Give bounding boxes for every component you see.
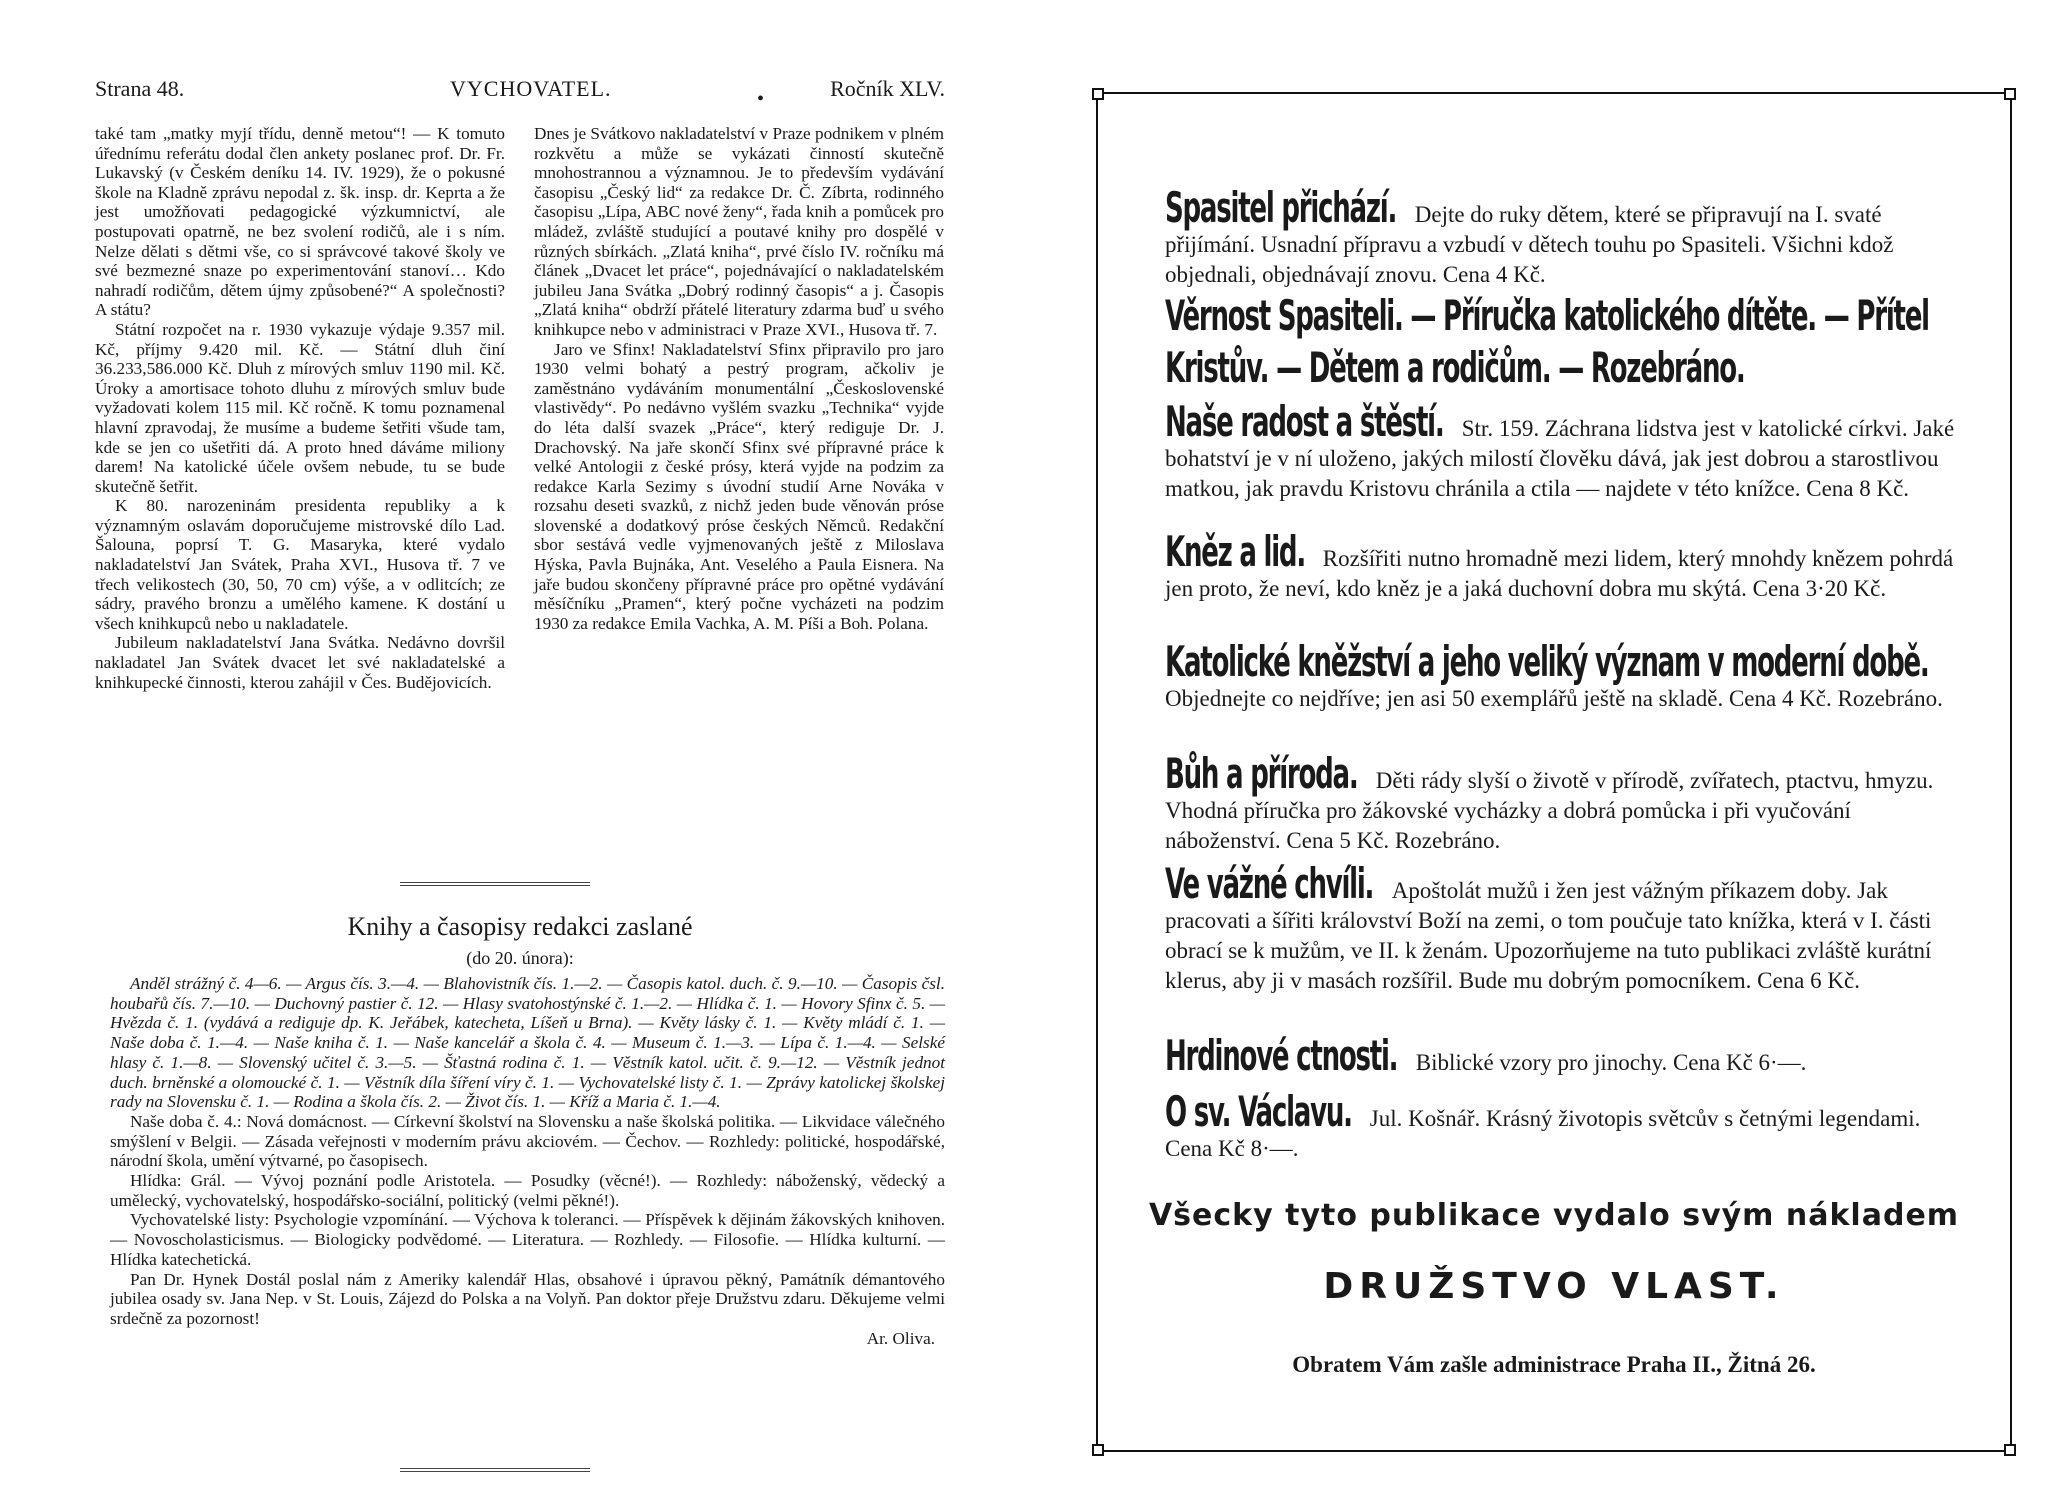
paragraph: Dnes je Svátkovo nakladatelství v Praze podnikem v plném rozkvětu a může se vykázati činností skutečně mnohostrannou a významnou. Je to především vydávání časopisu „Český lid“ za redakce Dr. Č. Zíbrta, rodinného časopisu „Lípa, ABC nové ženy“, řada knih a pomůcek pro mládež, zvláště studující a poutavé knihy pro dospělé v různých sbírkách. „Zlatá kniha“, prvé číslo IV. ročníku má článek „Dvacet let práce“, pojednávající o nakladatelském jubileu Jana Svátka „Dobrý rodinný časopis“ a j. Časopis „Zlatá kniha“ obdrží přátelé literatury zdarma buď u svého knihkupce nebo v administraci v Praze XVI., Husova tř. 7.: [534, 124, 944, 339]
right-column: [534, 124, 944, 633]
ad-title: Kněz a lid.: [1165, 527, 1305, 576]
frame-edge: [1100, 1450, 2008, 1452]
signature: Ar. Oliva.: [866, 1328, 935, 1348]
section-divider: [400, 882, 590, 886]
books-paragraph: Pan Dr. Hynek Dostál poslal nám z Ameriky kalendář Hlas, obsahové i úpravou pěkný, Památník démantového jubilea osady sv. Jana Nep. v St. Louis, Zájezd do Polska a na Volyň. Pan doktor přeje Družstvu zdaru. Děkujeme velmi srdečně za pozornost!: [110, 1269, 945, 1328]
books-paragraph: Hlídka: Grál. — Vývoj poznání podle Aristotela. — Posudky (věcné!). — Rozhledy: náboženský, vědecký a umělecký, vychovatelský, hospodářsko-sociální, politický (velmi pěkné!).: [110, 1171, 945, 1210]
journal-title: VYCHOVATEL.: [450, 76, 612, 101]
ad-title: Katolické kněžství a jeho veliký význam v moderní době.: [1165, 637, 1929, 686]
books-paragraph: Anděl strážný č. 4—6. — Argus čís. 3.—4. — Blahovistník čís. 1.—2. — Časopis katol. duch. č. 9.—10. — Časopis čsl. houbařů čís. 7.—10. — Duchovný pastier č. 12. — Hlasy svatohostýnské č. 1.—2. — Hlídka č. 1. — Hovory Sfinx č. 5. — Hvězda č. 1. (vydává a rediguje dp. K. Jeřábek, katecheta, Líšeň u Brna). — Květy lásky č. 1. — Květy mládí č. 1. — Naše doba č. 1.—4. — Naše kniha č. 1. — Naše kancelář a škola č. 4. — Museum č. 1.—3. — Lípa č. 1.—4. — Selské hlasy č. 1.—8. — Slovenský učitel č. 3.—5. — Šťastná rodina č. 1. — Věstník katol. učit. č. 9.—12. — Věstník jednot duch. brněnské a olomoucké č. 1. — Věstník díla šíření víry č. 1. — Vychovatelské listy č. 1. — Zprávy katolickej školskej rady na Slovensku č. 1. — Rodina a škola čís. 2. — Život čís. 1. — Kříž a Maria č. 1.—4.: [110, 974, 945, 1112]
section-title: Knihy a časopisy redakci zaslané: [347, 912, 693, 941]
ad-text: Objednejte co nejdříve; jen asi 50 exemplářů ještě na skladě. Cena 4 Kč. Rozebráno.: [1165, 686, 1943, 711]
ad-text: Apoštolát mužů i žen jest vážným příkazem doby. Jak pracovati a šířiti království Boží na zemi, o tom poučuje tato knížka, která v I. části obrací se k mužům, ve II. k ženám. Upozorňujeme na tuto publikaci zvláště kurátní klerus, aby ji v masách rozšířil. Bude mu dobrým pomocníkem. Cena 6 Kč.: [1165, 878, 1932, 993]
paragraph: Státní rozpočet na r. 1930 vykazuje výdaje 9.357 mil. Kč, příjmy 9.420 mil. Kč. — Státní dluh činí 36.233,586.000 Kč. Dluh z mírových smluv 1190 mil. Kč. Úroky a amortisace tohoto dluhu z mírových smluv bude vyžadovati kolem 115 mil. Kč ročně. K tomu poznamenal hlavní zpravodaj, že musíme a budeme šetřiti všude tam, kde se jen co ušetřiti dá. A proto hned dáváme miliony darem! Na katolické účele ovšem nebude, tu se bude skutečně šetřit.: [95, 319, 505, 496]
left-column: [95, 124, 505, 692]
frame-corner: [2004, 1444, 2016, 1456]
publisher-line: Všecky tyto publikace vydalo svým nákladem: [1148, 1198, 1960, 1233]
publisher-name: DRUŽSTVO VLAST.: [1323, 1266, 1785, 1307]
ad-title: Hrdinové ctnosti.: [1165, 1031, 1398, 1080]
ad-entry: [1165, 637, 1965, 714]
ad-text: Str. 159. Záchrana lidstva jest v katolické církvi. Jaké bohatství je v ní uloženo, jakých milostí člověku dává, jak jest dobrou a starostlivou matkou, jak pravdu Kristovu chránila a ctila — najdete v této knížce. Cena 8 Kč.: [1165, 416, 1955, 501]
ad-title: Spasitel přichází.: [1165, 183, 1397, 232]
paragraph: K 80. narozeninám presidenta republiky a k významným oslavám doporučujeme mistrovské dílo Lad. Šalouna, poprsí T. G. Masaryka, které vydalo nakladatelství Jan Svátek, Praha XVI., Husova tř. 7 ve třech velikostech (30, 50, 70 cm) výše, a v odlitcích; ze sádry, pravého bronzu a umělého kamene. K dostání u všech knihkupců nebo u nakladatele.: [95, 496, 505, 633]
frame-corner: [1092, 88, 1104, 100]
paragraph: také tam „matky myjí třídu, denně metou“! — K tomuto úřednímu referátu dodal člen ankety poslanec prof. Dr. Fr. Lukavský (v Českém deníku 14. IV. 1929), že o pokusné škole na Kladně zprávu nepodal z. šk. insp. dr. Keprta a že jest umožňovati pedagogické výzkumnictví, ale postupovati opatrně, ne bez svolení rodičů, ale i s ním. Nelze dělati s dětmi vše, co si správcové takové školy ve své bezmezné snaze po experimentování stanoví… Kdo nahradí rodičům, dětem újmy způsobené?“ A společnosti? A státu?: [95, 124, 505, 320]
ad-title: Věrnost Spasiteli. — Příručka katolického dítěte. — Přítel Kristův. — Dětem a rodičům. — Rozebráno.: [1165, 291, 1929, 392]
frame-corner: [1092, 1444, 1104, 1456]
section-subtitle: (do 20. února):: [466, 948, 574, 968]
paragraph: Jaro ve Sfinx! Nakladatelství Sfinx připravilo pro jaro 1930 velmi bohatý a pestrý program, ačkoliv je zaměstnáno vydáváním monumentální „Československé vlastivědy“. Po nedávno vyšlém svazku „Technika“ vyjde do léta další svazek „Práce“, který rediguje Dr. J. Drachovský. Na jaře skončí Sfinx své přípravné práce k velké Antologii z české prósy, která vyjde na podzim za redakce Karla Sezimy s úvodní studií Arne Nováka v rozsahu deseti svazků, z nichž jeden bude věnován próse slovenské a dodatkový próse českých Němců. Redakční sbor sestává vedle vyjmenovaných ještě z Miloslava Hýska, Pavla Bujnáka, Ant. Veselého a Paula Eisnera. Na jaře budou skončeny přípravné práce pro opětné vydávání měsíčníku „Pramen“, který počne vycházeti na podzim 1930 za redakce Emila Vachka, A. M. Píši a Boh. Polana.: [534, 339, 944, 633]
page-header: [95, 68, 945, 108]
ad-text: Děti rády slyší o životě v přírodě, zvířatech, ptactvu, hmyzu. Vhodná příručka pro žákovské vycházky a dobrá pomůcka i při vyučování náboženství. Cena 5 Kč. Rozebráno.: [1165, 768, 1934, 853]
frame-edge: [1100, 92, 2008, 94]
ad-entry: [1165, 859, 1965, 996]
frame-corner: [2004, 88, 2016, 100]
ad-entry: [1165, 1087, 1965, 1164]
frame-edge: [2010, 96, 2012, 1448]
paragraph: Jubileum nakladatelství Jana Svátka. Nedávno dovršil nakladatel Jan Svátek dvacet let své nakladatelské a knihkupecké činnosti, kterou zahájil v Čes. Budějovicích.: [95, 633, 505, 692]
frame-edge: [1096, 96, 1098, 1448]
ad-title: Bůh a příroda.: [1165, 749, 1358, 798]
ad-entry: [1165, 749, 1965, 856]
ad-text: Rozšířiti nutno hromadně mezi lidem, který mnohdy knězem pohrdá jen proto, že neví, kdo kněz je a jaká duchovní dobra mu skýtá. Cena 3·20 Kč.: [1165, 546, 1954, 601]
header-dot: •: [757, 88, 765, 110]
books-paragraph: Naše doba č. 4.: Nová domácnost. — Církevní školství na Slovensku a naše školská politika. — Likvidace válečného smýšlení v Belgii. — Zásada veřejnosti v moderním právu akciovém. — Čechov. — Rozhledy: politické, hospodářské, národní škola, umění výtvarné, po časopisech.: [110, 1111, 945, 1171]
ad-text: Dejte do ruky dětem, které se připravují na I. svaté přijímání. Usnadní přípravu a vzbudí v dětech touhu po Spasiteli. Všichni kdož objednali, objednávají znovu. Cena 4 Kč.: [1165, 202, 1894, 287]
ad-text: Biblické vzory pro jinochy. Cena Kč 6·—.: [1415, 1050, 1807, 1075]
ad-entry: [1165, 183, 1965, 290]
publisher-address: Obratem Vám zašle administrace Praha II., Žitná 26.: [1292, 1352, 1816, 1377]
ad-title: Ve vážné chvíli.: [1165, 859, 1374, 908]
ad-title: O sv. Václavu.: [1165, 1087, 1352, 1136]
ad-title: Naše radost a štěstí.: [1165, 397, 1444, 446]
ad-entry: [1165, 290, 1965, 394]
books-list: [110, 974, 945, 1348]
page-number: Strana 48.: [95, 76, 185, 101]
ad-entry: [1165, 1031, 1965, 1080]
bottom-divider: [400, 1468, 590, 1472]
volume-label: Ročník XLV.: [830, 76, 945, 101]
ad-entry: [1165, 527, 1965, 604]
ad-text: Jul. Košnář. Krásný životopis světcův s četnými legendami. Cena Kč 8·—.: [1165, 1106, 1921, 1161]
ad-entry: [1165, 397, 1965, 504]
books-paragraph: Vychovatelské listy: Psychologie vzpomínání. — Výchova k toleranci. — Příspěvek k dějinám žákovských knihoven. — Novoscholasticismus. — Biologicky podvědomé. — Literatura. — Rozhledy. — Filosofie. — Hlídka kulturní. — Hlídka katechetická.: [110, 1210, 945, 1269]
